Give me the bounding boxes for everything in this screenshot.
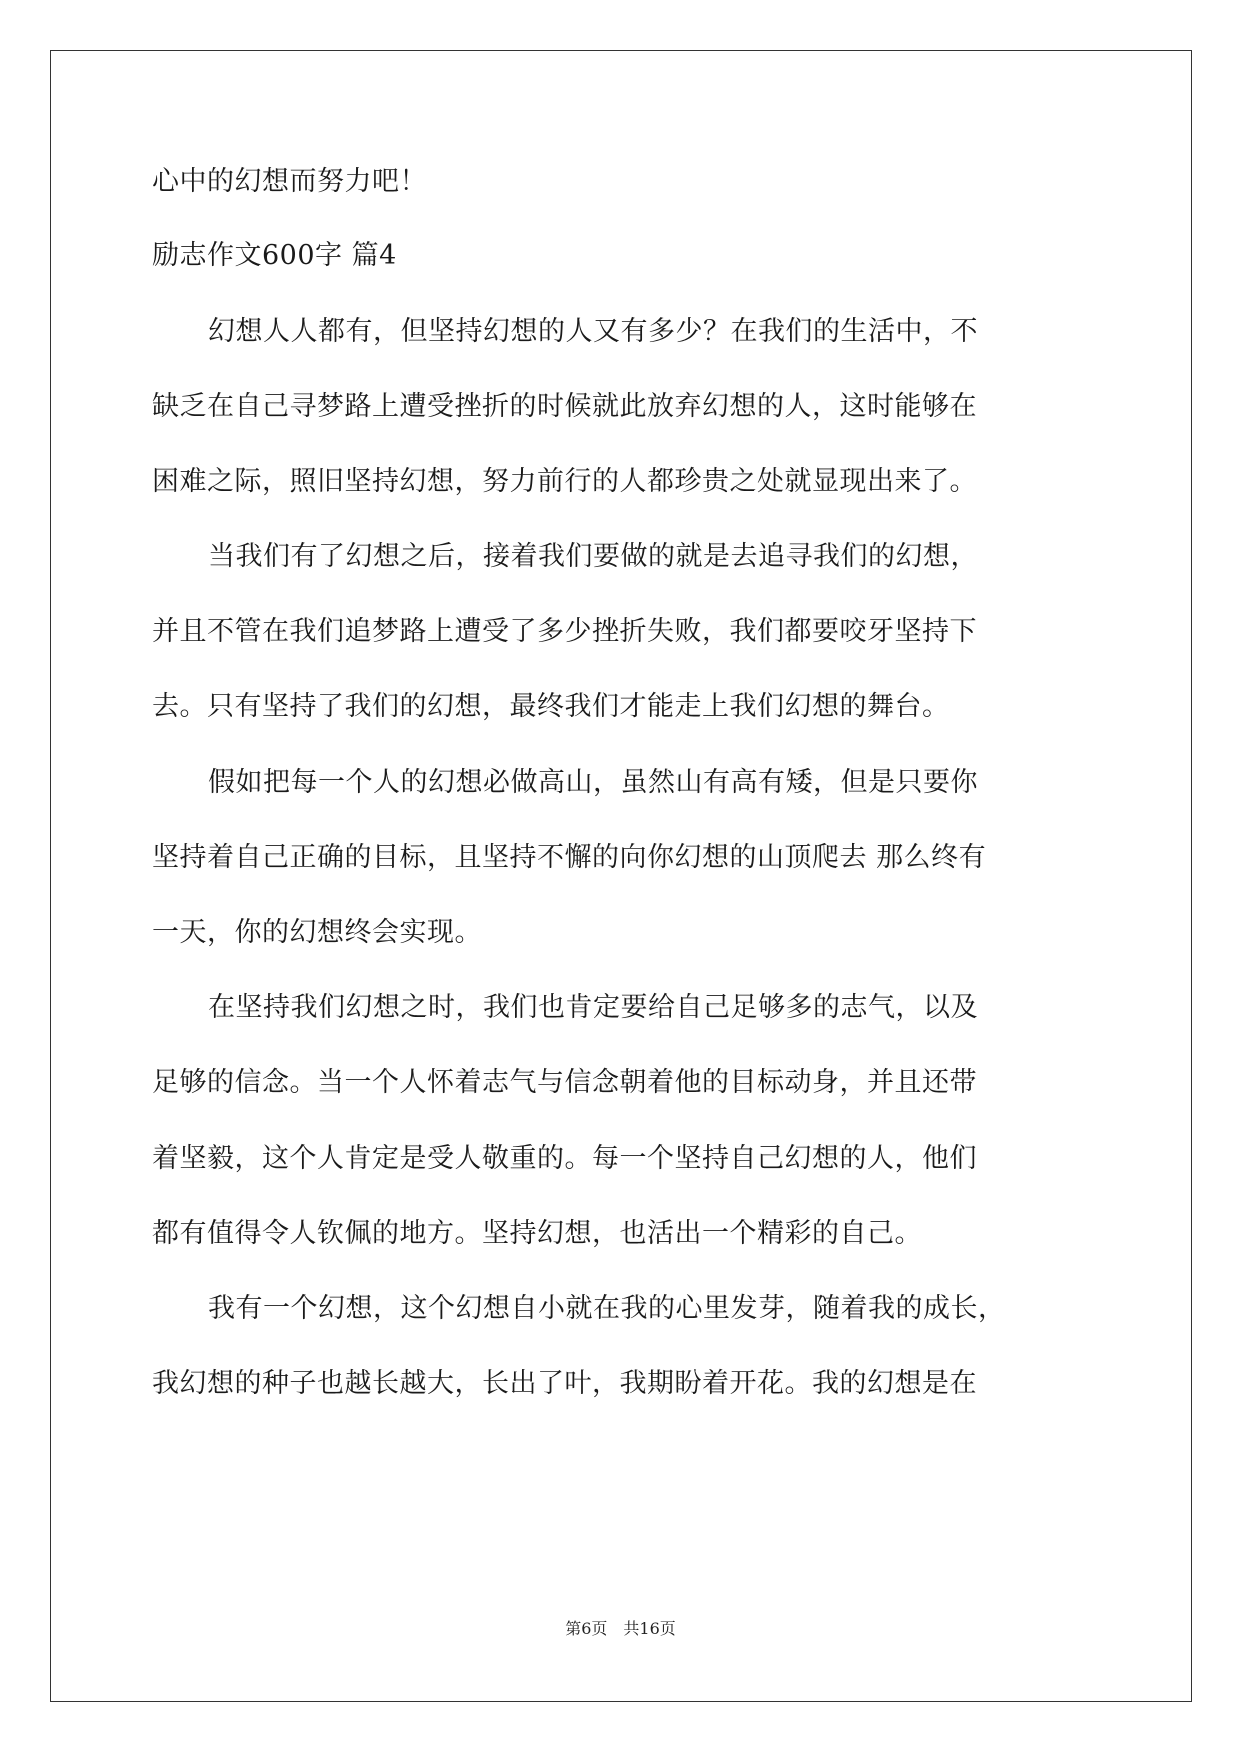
- paragraph-line: 幻想人人都有，但坚持幻想的人又有多少？在我们的生活中，不: [208, 316, 978, 347]
- paragraph-line: 着坚毅，这个人肯定是受人敬重的。每一个坚持自己幻想的人，他们: [152, 1143, 977, 1174]
- paragraph-line: 并且不管在我们追梦路上遭受了多少挫折失败，我们都要咬牙坚持下: [152, 616, 977, 647]
- paragraph-line: 假如把每一个人的幻想必做高山，虽然山有高有矮，但是只要你: [208, 767, 978, 798]
- paragraph-line: 去。只有坚持了我们的幻想，最终我们才能走上我们幻想的舞台。: [152, 691, 950, 722]
- paragraph-line: 缺乏在自己寻梦路上遭受挫折的时候就此放弃幻想的人，这时能够在: [152, 391, 977, 422]
- paragraph-line: 一天，你的幻想终会实现。: [152, 917, 482, 948]
- paragraph-line: 在坚持我们幻想之时，我们也肯定要给自己足够多的志气，以及: [208, 992, 978, 1023]
- paragraph-line: 困难之际，照旧坚持幻想，努力前行的人都珍贵之处就显现出来了。: [152, 466, 977, 497]
- section-heading: 励志作文600字 篇4: [152, 240, 397, 271]
- text-line: 心中的幻想而努力吧！: [152, 166, 427, 197]
- paragraph-line: 坚持着自己正确的目标，且坚持不懈的向你幻想的山顶爬去 那么终有: [152, 842, 987, 873]
- paragraph-line: 当我们有了幻想之后，接着我们要做的就是去追寻我们的幻想，: [208, 541, 978, 572]
- paragraph-line: 我幻想的种子也越长越大，长出了叶，我期盼着开花。我的幻想是在: [152, 1368, 977, 1399]
- paragraph-line: 足够的信念。当一个人怀着志气与信念朝着他的目标动身，并且还带: [152, 1067, 977, 1098]
- paragraph-line: 我有一个幻想，这个幻想自小就在我的心里发芽，随着我的成长，: [208, 1293, 1006, 1324]
- paragraph-line: 都有值得令人钦佩的地方。坚持幻想，也活出一个精彩的自己。: [152, 1218, 922, 1249]
- page-number-footer: 第6页 共16页: [565, 1619, 676, 1638]
